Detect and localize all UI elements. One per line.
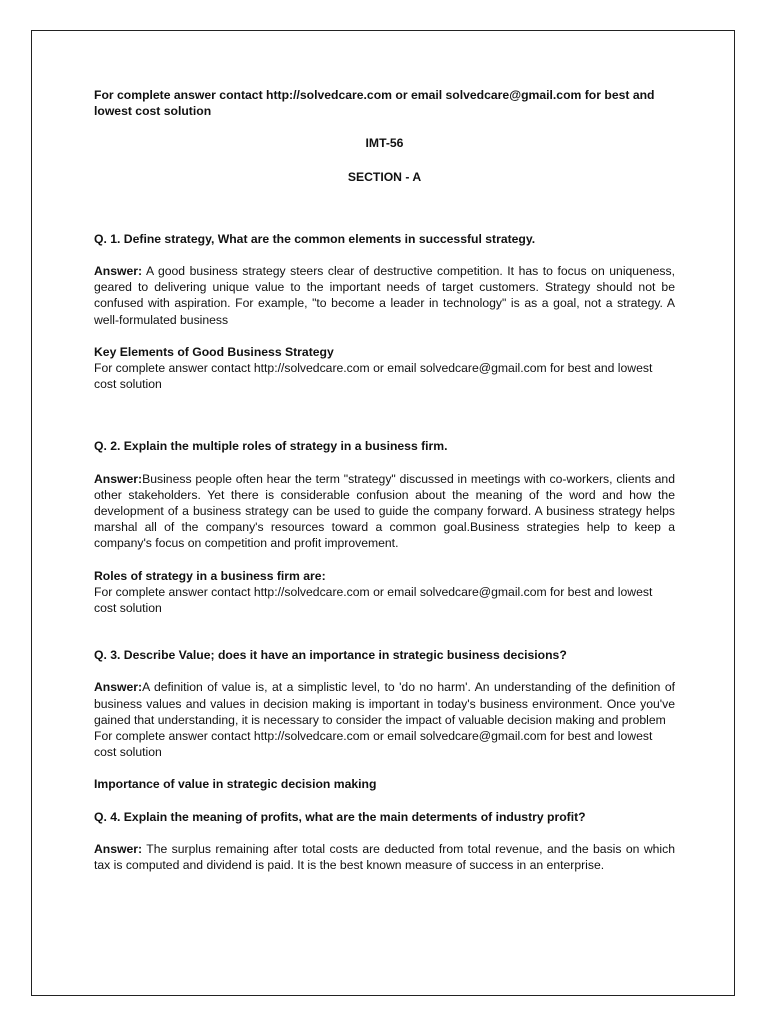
subheading-3: Importance of value in strategic decision making — [94, 777, 377, 792]
section-title: SECTION - A — [347, 169, 422, 184]
course-code: IMT-56 — [365, 136, 404, 151]
answer-text: Business people often hear the term "strategy" discussed in meetings with co-workers, clients and other stakeholders. Yet there is considerable confusion about the meaning of the word and how the development of a business strategy can be used to guide the company forward. A business strategy helps marshal all of the company's resources toward a common goal.Business strategies help to keep a company's focus on competition and profit improvement. — [94, 471, 675, 551]
promo-text: For complete answer contact http://solvedcare.com or email solvedcare@gmail.com for best and lowest cost solution — [94, 584, 653, 616]
question-1: Q. 1. Define strategy, What are the common elements in successful strategy. — [94, 231, 536, 246]
answer-text: The surplus remaining after total costs are deducted from total revenue, and the basis on which tax is computed and dividend is paid. It is the best known measure of success in an enterprise. — [94, 841, 675, 873]
subheading-2: Roles of strategy in a business firm are: — [94, 568, 326, 583]
subheading-1: Key Elements of Good Business Strategy — [94, 344, 334, 359]
answer-label: Answer: — [94, 841, 143, 856]
question-2: Q. 2. Explain the multiple roles of strategy in a business firm. — [94, 439, 448, 454]
answer-text: A good business strategy steers clear of destructive competition. It has to focus on uniqueness, geared to delivering unique value to the important needs of target customers. Strategy should not be confused with aspiration. For example, "to become a leader in technology" is as a goal, not a strategy. A well-formulated business — [94, 264, 675, 327]
answer-4 — [94, 841, 675, 873]
document-body — [94, 87, 675, 873]
question-4: Q. 4. Explain the meaning of profits, what are the main determents of industry profit? — [94, 809, 586, 824]
promo-text: For complete answer contact http://solvedcare.com or email solvedcare@gmail.com for best and lowest cost solution — [94, 361, 653, 392]
promo-text: For complete answer contact http://solvedcare.com or email solvedcare@gmail.com for best and lowest cost solution — [94, 729, 653, 760]
question-3: Q. 3. Describe Value; does it have an importance in strategic business decisions? — [94, 648, 567, 663]
answer-2 — [94, 471, 675, 552]
answer-3 — [94, 679, 675, 728]
answer-1 — [94, 263, 675, 328]
answer-label: Answer: — [94, 680, 143, 695]
answer-text: A definition of value is, at a simplistic level, to 'do no harm'. An understanding of the definition of business values and values in decision making is important in today's business environment. Once you've gained that understanding, it is necessary to consider the impact of valuable decision making and problem — [94, 680, 675, 727]
answer-label: Answer: — [94, 471, 143, 486]
answer-label: Answer: — [94, 264, 143, 279]
promo-text: For complete answer contact http://solvedcare.com or email solvedcare@gmail.com for best and lowest cost solution — [94, 88, 655, 119]
